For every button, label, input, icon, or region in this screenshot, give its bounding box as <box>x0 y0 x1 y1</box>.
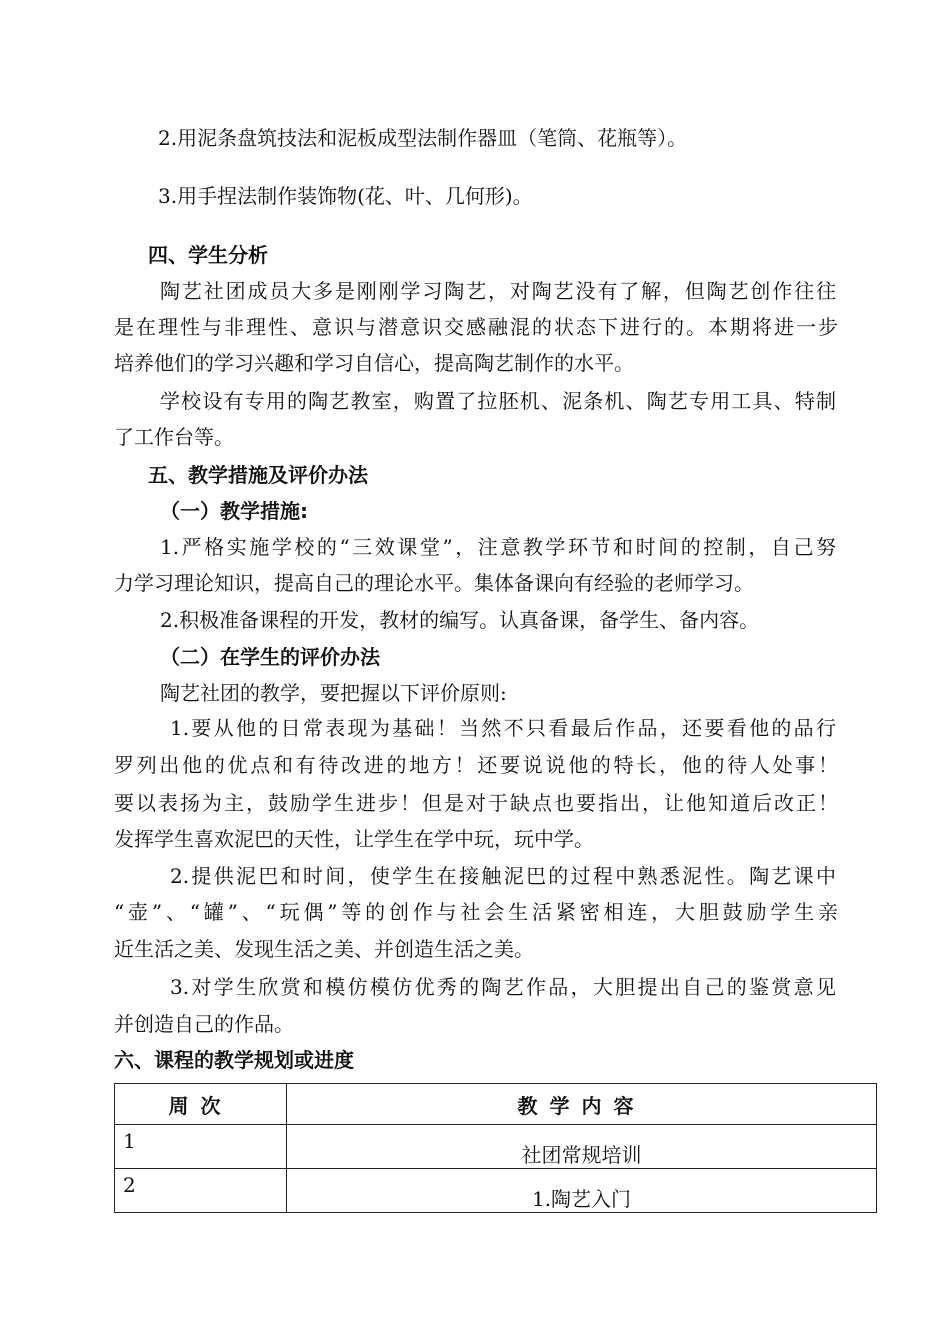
column-header-week: 周次 <box>115 1084 287 1125</box>
table-header-row <box>115 1084 877 1125</box>
paragraph-line: 1.要从他的日常表现为基础！当然不只看最后作品，还要看他的品行 <box>170 716 836 740</box>
section-heading-6: 六、课程的教学规划或进度 <box>114 1048 354 1072</box>
cell-content: 1.陶艺入门 <box>287 1169 877 1213</box>
subsection-heading: （一）教学措施: <box>160 499 308 523</box>
paragraph-line: 罗列出他的优点和有待改进的地方！还要说说他的特长，他的待人处事！ <box>114 753 838 777</box>
section-heading-4: 四、学生分析 <box>148 243 268 267</box>
paragraph-line: 了工作台等。 <box>114 425 234 449</box>
paragraph-item-3: 3.用手捏法制作装饰物(花、叶、几何形)。 <box>158 184 533 208</box>
paragraph-line: 陶艺社团的教学，要把握以下评价原则: <box>160 681 507 705</box>
column-header-content: 教学内容 <box>287 1084 877 1125</box>
paragraph-line: 近生活之美、发现生活之美、并创造生活之美。 <box>114 937 534 961</box>
paragraph-line: 培养他们的学习兴趣和学习自信心，提高陶艺制作的水平。 <box>114 351 634 375</box>
cell-week: 1 <box>115 1125 287 1169</box>
cell-content: 社团常规培训 <box>287 1125 877 1169</box>
table-row <box>115 1169 877 1213</box>
paragraph-line: 学校设有专用的陶艺教室，购置了拉胚机、泥条机、陶艺专用工具、特制 <box>160 389 836 413</box>
section-heading-5: 五、教学措施及评价办法 <box>148 463 368 487</box>
paragraph-line: 陶艺社团成员大多是刚刚学习陶艺，对陶艺没有了解，但陶艺创作往往 <box>160 279 836 303</box>
paragraph-line: 发挥学生喜欢泥巴的天性，让学生在学中玩，玩中学。 <box>114 827 594 851</box>
paragraph-line: 1.严格实施学校的“三效课堂”，注意教学环节和时间的控制，自己努 <box>160 535 836 559</box>
cell-week: 2 <box>115 1169 287 1213</box>
schedule-table <box>114 1083 877 1213</box>
paragraph-line: 2.积极准备课程的开发，教材的编写。认真备课，备学生、备内容。 <box>160 608 760 632</box>
paragraph-line: 2.提供泥巴和时间，使学生在接触泥巴的过程中熟悉泥性。陶艺课中 <box>170 864 836 888</box>
paragraph-line: 力学习理论知识，提高自己的理论水平。集体备课向有经验的老师学习。 <box>114 571 754 595</box>
paragraph-line: “壶”、“罐”、“玩偶”等的创作与社会生活紧密相连，大胆鼓励学生亲 <box>114 900 838 924</box>
subsection-heading: （二）在学生的评价办法 <box>160 645 380 669</box>
paragraph-line: 并创造自己的作品。 <box>114 1012 294 1036</box>
paragraph-item-2: 2.用泥条盘筑技法和泥板成型法制作器皿（笔筒、花瓶等）。 <box>158 126 688 150</box>
table-row <box>115 1125 877 1169</box>
paragraph-line: 3.对学生欣赏和模仿模仿优秀的陶艺作品，大胆提出自己的鉴赏意见 <box>170 975 836 999</box>
paragraph-line: 是在理性与非理性、意识与潜意识交感融混的状态下进行的。本期将进一步 <box>114 315 838 339</box>
paragraph-line: 要以表扬为主，鼓励学生进步！但是对于缺点也要指出，让他知道后改正！ <box>114 791 838 815</box>
